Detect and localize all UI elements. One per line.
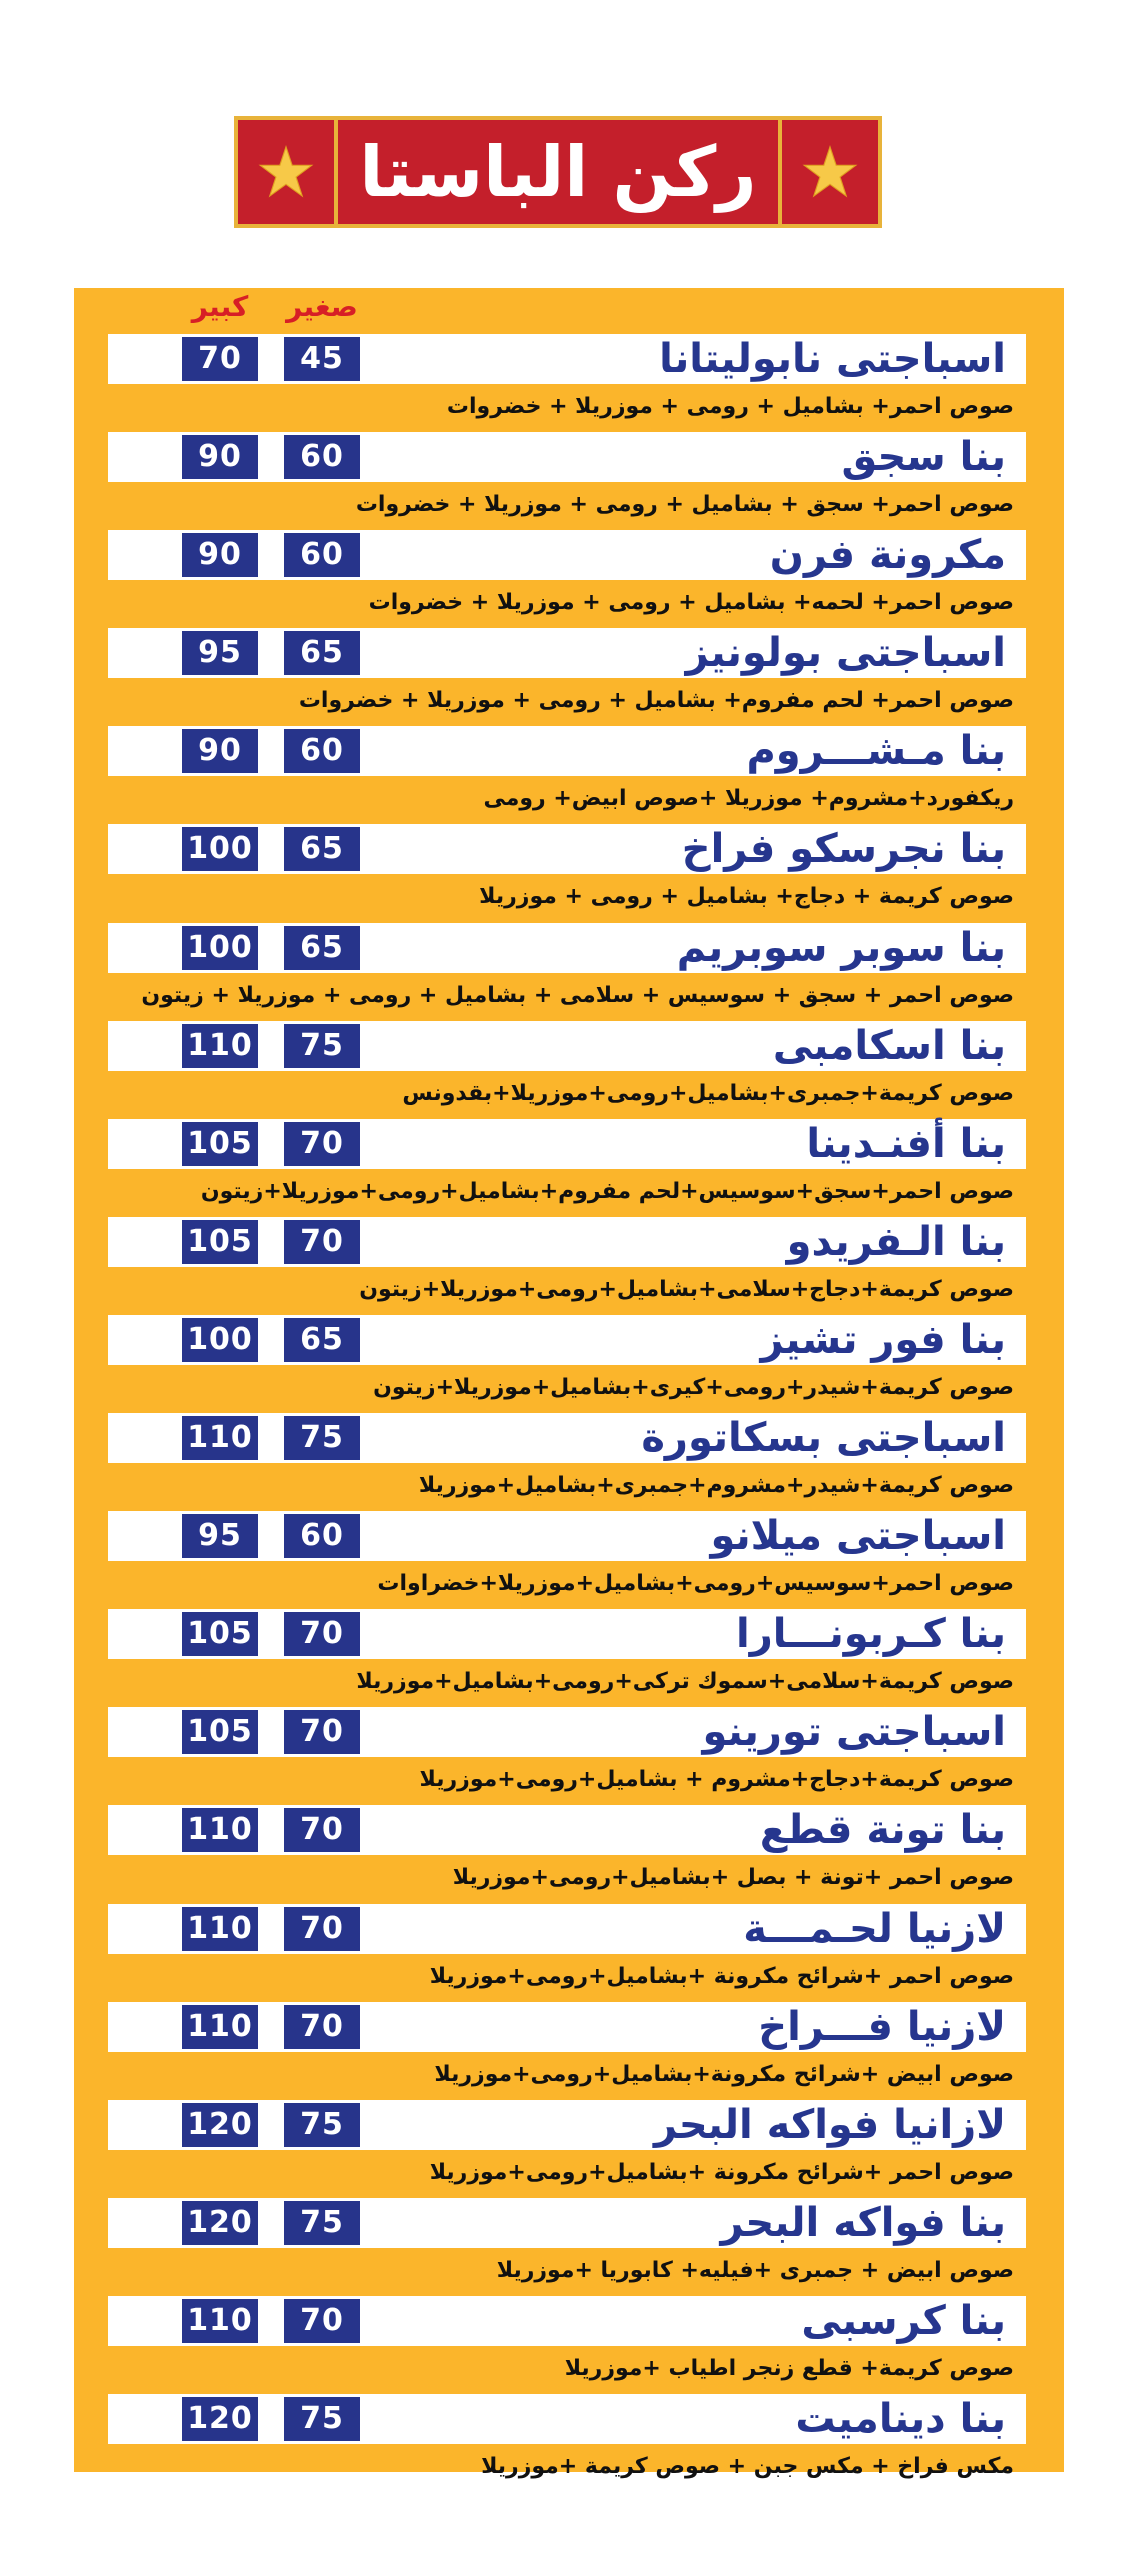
item-name: لازانيا فواكه البحر: [653, 2101, 1006, 2148]
price-small: 65: [284, 926, 360, 970]
item-name-bar: [108, 2002, 1026, 2052]
price-small: 70: [284, 2299, 360, 2343]
item-description: صوص احمر +شرائح مكرونة +بشاميل+رومى+موزريلا: [429, 1963, 1014, 1989]
item-name: لازنيا لحـمـــة: [743, 1905, 1006, 1952]
menu-item: [74, 2198, 1064, 2296]
menu-item: [74, 1707, 1064, 1805]
item-name: بنا أفنـدينا: [806, 1120, 1006, 1167]
item-description: صوص احمر+ لحمه+ بشاميل + رومى + موزريلا + خضروات: [368, 590, 1014, 616]
item-name-bar: [108, 1217, 1026, 1267]
item-name: بنا تونة قطع: [759, 1807, 1006, 1854]
menu-item: [74, 1511, 1064, 1609]
item-name: بنا ديناميت: [795, 2395, 1006, 2442]
menu-item: [74, 824, 1064, 922]
price-large: 110: [182, 1416, 258, 1460]
price-large: 90: [182, 435, 258, 479]
price-small: 75: [284, 1416, 360, 1460]
item-description: صوص ابيض +شرائح مكرونة+بشاميل+رومى+موزريلا: [434, 2061, 1014, 2087]
price-small: 70: [284, 1612, 360, 1656]
item-name-bar: [108, 1119, 1026, 1169]
page-title: ركن الباستا: [338, 120, 778, 224]
item-description: صوص ابيض + جمبرى +فيليه+ كابوريا +موزريلا: [496, 2257, 1014, 2283]
item-name: اسباجتى بولونيز: [685, 630, 1006, 677]
header-small: صغير: [286, 290, 358, 323]
price-large: 90: [182, 533, 258, 577]
item-name: بنا اسكامبى: [772, 1022, 1006, 1069]
item-description: صوص احمر + سجق + سوسيس + سلامى + بشاميل + رومى + موزريلا + زيتون: [141, 982, 1014, 1008]
item-name-bar: [108, 334, 1026, 384]
price-small: 60: [284, 533, 360, 577]
item-name-bar: [108, 2394, 1026, 2444]
price-small: 65: [284, 631, 360, 675]
item-name: بنا سجق: [841, 434, 1006, 481]
item-name: بنا فور تشيز: [760, 1316, 1006, 1363]
price-large: 100: [182, 926, 258, 970]
item-name: لازنيا فـــراخ: [758, 2003, 1006, 2050]
item-description: صوص كريمة+شيدر+مشروم+جمبرى+بشاميل+موزريلا: [418, 1473, 1014, 1499]
price-large: 105: [182, 1710, 258, 1754]
menu-item: [74, 1021, 1064, 1119]
item-name-bar: [108, 1021, 1026, 1071]
item-description: صوص احمر+ بشاميل + رومى + موزريلا + خضروات: [446, 394, 1014, 419]
item-name: اسباجتى بسكاتورة: [641, 1415, 1006, 1462]
price-large: 70: [182, 337, 258, 381]
price-large: 110: [182, 1808, 258, 1852]
price-large: 105: [182, 1220, 258, 1264]
menu-item: [74, 923, 1064, 1021]
header-large: كبير: [191, 290, 249, 323]
menu-item: [74, 1217, 1064, 1315]
item-name: بنا فواكه البحر: [720, 2199, 1006, 2246]
price-large: 110: [182, 1024, 258, 1068]
price-large: 120: [182, 2201, 258, 2245]
price-small: 70: [284, 1220, 360, 1264]
menu-item: [74, 334, 1064, 432]
menu-item: [74, 1119, 1064, 1217]
item-name: مكرونة فرن: [769, 532, 1006, 579]
price-small: 70: [284, 1122, 360, 1166]
price-small: 60: [284, 435, 360, 479]
price-small: 75: [284, 1024, 360, 1068]
price-small: 75: [284, 2103, 360, 2147]
price-large: 120: [182, 2103, 258, 2147]
item-name: بنا مـشـــروم: [746, 728, 1006, 775]
item-name-bar: [108, 2296, 1026, 2346]
menu-item: [74, 2394, 1064, 2492]
price-small: 70: [284, 2005, 360, 2049]
price-small: 75: [284, 2397, 360, 2441]
menu-item: [74, 432, 1064, 530]
star-icon: [258, 144, 314, 200]
price-small: 65: [284, 1318, 360, 1362]
menu-item: [74, 1413, 1064, 1511]
item-description: صوص احمر+ لحم مفروم+ بشاميل + رومى + موزريلا + خضروات: [298, 688, 1014, 714]
price-small: 70: [284, 1907, 360, 1951]
right-star-box: [782, 120, 878, 224]
price-small: 75: [284, 2201, 360, 2245]
menu-item: [74, 1904, 1064, 2002]
item-name: اسباجتى ميلانو: [710, 1513, 1006, 1560]
price-small: 45: [284, 337, 360, 381]
menu-item: [74, 1805, 1064, 1903]
menu-item: [74, 1609, 1064, 1707]
price-large: 110: [182, 1907, 258, 1951]
item-name-bar: [108, 1609, 1026, 1659]
item-description: ريكفورد+مشروم+ موزريلا +صوص ابيض+ رومى: [483, 786, 1014, 812]
item-name-bar: [108, 1904, 1026, 1954]
item-name: بنا الـفريدو: [786, 1218, 1006, 1265]
price-large: 90: [182, 729, 258, 773]
item-name-bar: [108, 1707, 1026, 1757]
price-large: 95: [182, 631, 258, 675]
item-description: صوص كريمة+جمبرى+بشاميل+رومى+موزريلا+بقدونس: [402, 1080, 1014, 1106]
price-large: 100: [182, 827, 258, 871]
item-description: صوص كريمة+دجاج+سلامى+بشاميل+رومى+موزريلا+زيتون: [359, 1276, 1014, 1302]
item-description: صوص كريمة+شيدر+رومى+كيرى+بشاميل+موزريلا+زيتون: [373, 1374, 1014, 1400]
item-description: صوص احمر+ سجق + بشاميل + رومى + موزريلا + خضروات: [355, 492, 1014, 518]
item-description: صوص كريمة+ قطع زنجر اطياب +موزريلا: [564, 2355, 1014, 2381]
item-name: بنا نجرسكو فراخ: [681, 826, 1006, 873]
item-description: صوص كريمة + دجاج+ بشاميل + رومى + موزريلا: [479, 884, 1014, 910]
item-description: صوص احمر+سوسيس+رومى+بشاميل+موزريلا+خضراوات: [377, 1571, 1014, 1597]
item-description: صوص كريمة+سلامى+سموك تركى+رومى+بشاميل+موزريلا: [356, 1669, 1014, 1695]
item-name-bar: [108, 2198, 1026, 2248]
price-large: 110: [182, 2005, 258, 2049]
price-small: 70: [284, 1808, 360, 1852]
item-name-bar: [108, 1315, 1026, 1365]
left-star-box: [238, 120, 334, 224]
item-name: بنا كرسبى: [801, 2297, 1006, 2344]
item-name-bar: [108, 923, 1026, 973]
item-description: مكس فراخ + مكس جبن + صوص كريمة +موزريلا: [481, 2453, 1014, 2479]
price-large: 95: [182, 1514, 258, 1558]
item-name: اسباجتى نابوليتانا: [659, 336, 1006, 382]
menu-item: [74, 628, 1064, 726]
price-large: 100: [182, 1318, 258, 1362]
item-description: صوص احمر+سجق+سوسيس+لحم مفروم+بشاميل+رومى+موزريلا+زيتون: [200, 1178, 1014, 1204]
price-large: 110: [182, 2299, 258, 2343]
item-name-bar: [108, 1511, 1026, 1561]
menu-panel: [74, 288, 1064, 2479]
menu-item: [74, 1315, 1064, 1413]
menu-item: [74, 530, 1064, 628]
price-large: 120: [182, 2397, 258, 2441]
price-small: 65: [284, 827, 360, 871]
title-banner: [234, 116, 882, 228]
item-name: اسباجتى تورينو: [702, 1709, 1006, 1756]
price-small: 60: [284, 1514, 360, 1558]
item-name-bar: [108, 2100, 1026, 2150]
menu-item: [74, 2296, 1064, 2394]
menu-item: [74, 2002, 1064, 2100]
price-small: 70: [284, 1710, 360, 1754]
price-large: 105: [182, 1612, 258, 1656]
item-name: بنا كـربونـــارا: [736, 1611, 1006, 1658]
item-name-bar: [108, 1413, 1026, 1463]
price-small: 60: [284, 729, 360, 773]
item-description: صوص احمر +شرائح مكرونة +بشاميل+رومى+موزريلا: [429, 2159, 1014, 2185]
item-description: صوص كريمة+دجاج+مشروم + بشاميل+رومى+موزريلا: [419, 1767, 1014, 1793]
menu-item: [74, 2100, 1064, 2198]
item-name-bar: [108, 628, 1026, 678]
price-large: 105: [182, 1122, 258, 1166]
item-name-bar: [108, 1805, 1026, 1855]
item-description: صوص احمر +تونة + بصل +بشاميل+رومى+موزريلا: [452, 1865, 1014, 1891]
menu-item: [74, 726, 1064, 824]
item-name-bar: [108, 824, 1026, 874]
item-name: بنا سوبر سوبريم: [676, 924, 1006, 971]
menu-list: [74, 334, 1064, 2492]
item-name-bar: [108, 432, 1026, 482]
item-name-bar: [108, 530, 1026, 580]
star-icon: [802, 144, 858, 200]
item-name-bar: [108, 726, 1026, 776]
